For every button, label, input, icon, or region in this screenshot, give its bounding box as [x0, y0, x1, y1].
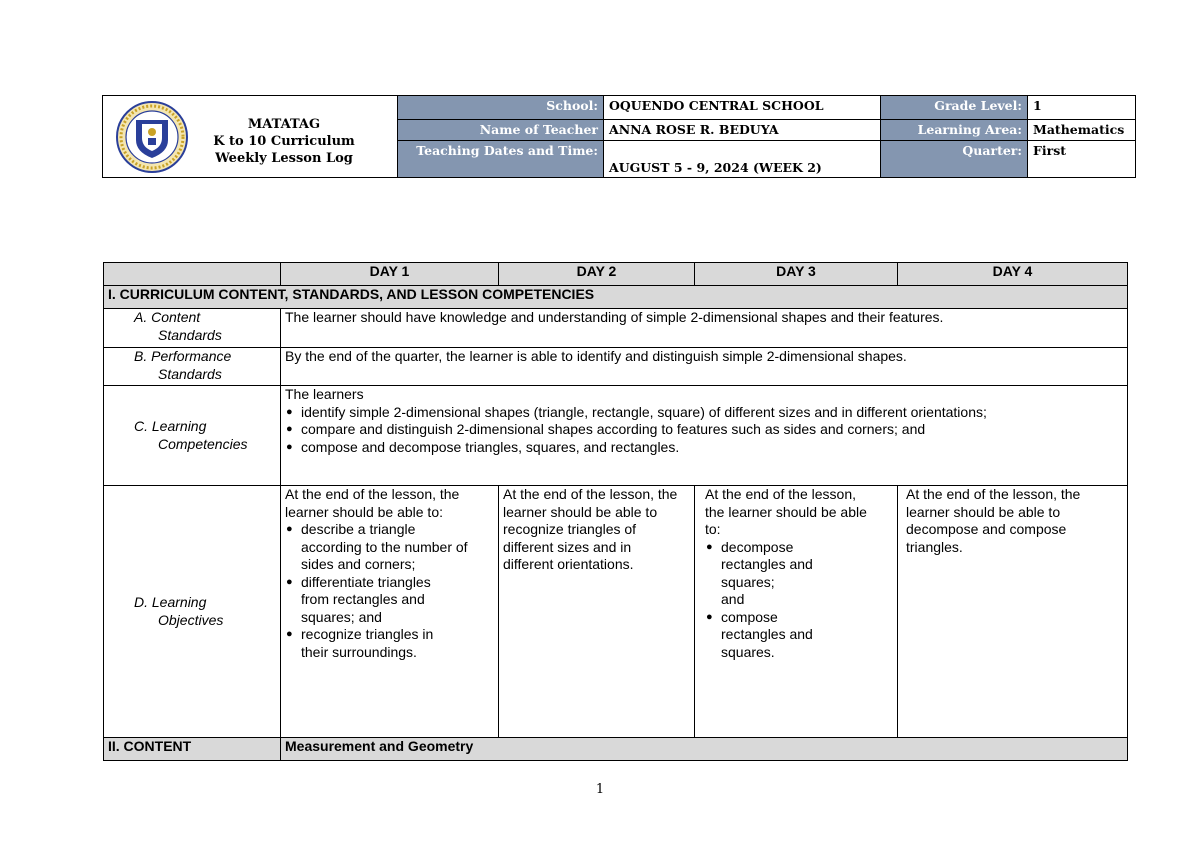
day4-header: DAY 4 [898, 263, 1128, 286]
day1-objectives-list [285, 521, 468, 661]
corner-cell [104, 263, 281, 286]
teaching-dates-label: Teaching Dates and Time: [397, 140, 603, 177]
day3-objectives-and: and [721, 591, 745, 607]
list-item: ● compare and distinguish 2-dimensional shapes according to features such as sides and corners; and [285, 421, 1123, 439]
grade-level-value: 1 [1027, 96, 1135, 119]
school-value: OQUENDO CENTRAL SCHOOL [603, 96, 880, 119]
deped-seal-icon [115, 100, 189, 174]
performance-standards-text: By the end of the quarter, the learner is able to identify and distinguish simple 2-dimensional shapes. [281, 348, 1128, 386]
content-row [104, 738, 1128, 761]
teacher-value: ANNA ROSE R. BEDUYA [603, 119, 880, 140]
list-item: ● recognize triangles in their surroundings. [285, 626, 468, 661]
day3-objectives-list-2 [705, 609, 867, 662]
list-item: ● differentiate triangles from rectangles and squares; and [285, 574, 468, 627]
lesson-log-header [102, 95, 1136, 178]
quarter-label: Quarter: [880, 140, 1027, 177]
competencies-list [285, 404, 1123, 457]
day1-objectives-intro: At the end of the lesson, the learner should be able to: [285, 486, 460, 520]
performance-standards-label-line1: B. Performance [134, 348, 232, 364]
competencies-label [104, 386, 281, 486]
competencies-label-line1: C. Learning [134, 418, 207, 434]
content-standards-label-line1: A. Content [134, 309, 201, 325]
competencies-text [281, 386, 1128, 486]
content-value: Measurement and Geometry [281, 738, 1128, 761]
objectives-label-line2: Objectives [158, 611, 224, 628]
page-number: 1 [595, 782, 605, 797]
title-line-3: Weekly Lesson Log [215, 151, 353, 166]
content-standards-label-line2: Standards [158, 326, 222, 343]
day3-header: DAY 3 [695, 263, 898, 286]
performance-standards-label [104, 348, 281, 386]
section-curriculum-row [104, 286, 1128, 309]
teaching-dates-value: AUGUST 5 - 9, 2024 (WEEK 2) [603, 140, 880, 177]
day3-objectives [695, 486, 898, 738]
teacher-label: Name of Teacher [397, 119, 603, 140]
list-item: ● describe a triangle according to the number of sides and corners; [285, 521, 468, 574]
objectives-label-line1: D. Learning [134, 594, 207, 610]
quarter-value: First [1027, 140, 1135, 177]
document-title [205, 116, 363, 167]
day3-objectives-list [705, 539, 867, 592]
objectives-row [104, 486, 1128, 738]
performance-standards-row [104, 348, 1128, 386]
lesson-log-table [103, 262, 1128, 761]
day2-header: DAY 2 [499, 263, 695, 286]
content-standards-label [104, 309, 281, 348]
competencies-label-line2: Competencies [158, 435, 248, 452]
day3-objectives-intro: At the end of the lesson, the learner should be able to: [705, 486, 867, 537]
school-label: School: [397, 96, 603, 119]
content-standards-text: The learner should have knowledge and understanding of simple 2-dimensional shapes and their features. [281, 309, 1128, 348]
competencies-row [104, 386, 1128, 486]
grade-level-label: Grade Level: [880, 96, 1027, 119]
day-header-row [104, 263, 1128, 286]
list-item: ● compose rectangles and squares. [705, 609, 837, 662]
performance-standards-label-line2: Standards [158, 365, 222, 382]
day1-header: DAY 1 [281, 263, 499, 286]
learning-area-label: Learning Area: [880, 119, 1027, 140]
objectives-label [104, 486, 281, 738]
content-standards-row [104, 309, 1128, 348]
day1-objectives [281, 486, 499, 738]
list-item: ● decompose rectangles and squares; [705, 539, 837, 592]
list-item: ● identify simple 2-dimensional shapes (triangle, rectangle, square) of different sizes and in different orientations; [285, 404, 1123, 422]
title-line-2: K to 10 Curriculum [213, 134, 355, 149]
learning-area-value: Mathematics [1027, 119, 1135, 140]
competencies-intro: The learners [285, 386, 364, 402]
day2-objectives: At the end of the lesson, the learner should be able to recognize triangles of different sizes and in different orientations. [499, 486, 695, 738]
section-curriculum-heading: I. CURRICULUM CONTENT, STANDARDS, AND LESSON COMPETENCIES [104, 286, 1128, 309]
list-item: ● compose and decompose triangles, squares, and rectangles. [285, 439, 1123, 457]
title-line-1: MATATAG [247, 117, 321, 132]
content-label: II. CONTENT [104, 738, 281, 761]
day4-objectives: At the end of the lesson, the learner should be able to decompose and compose triangles. [898, 486, 1128, 738]
